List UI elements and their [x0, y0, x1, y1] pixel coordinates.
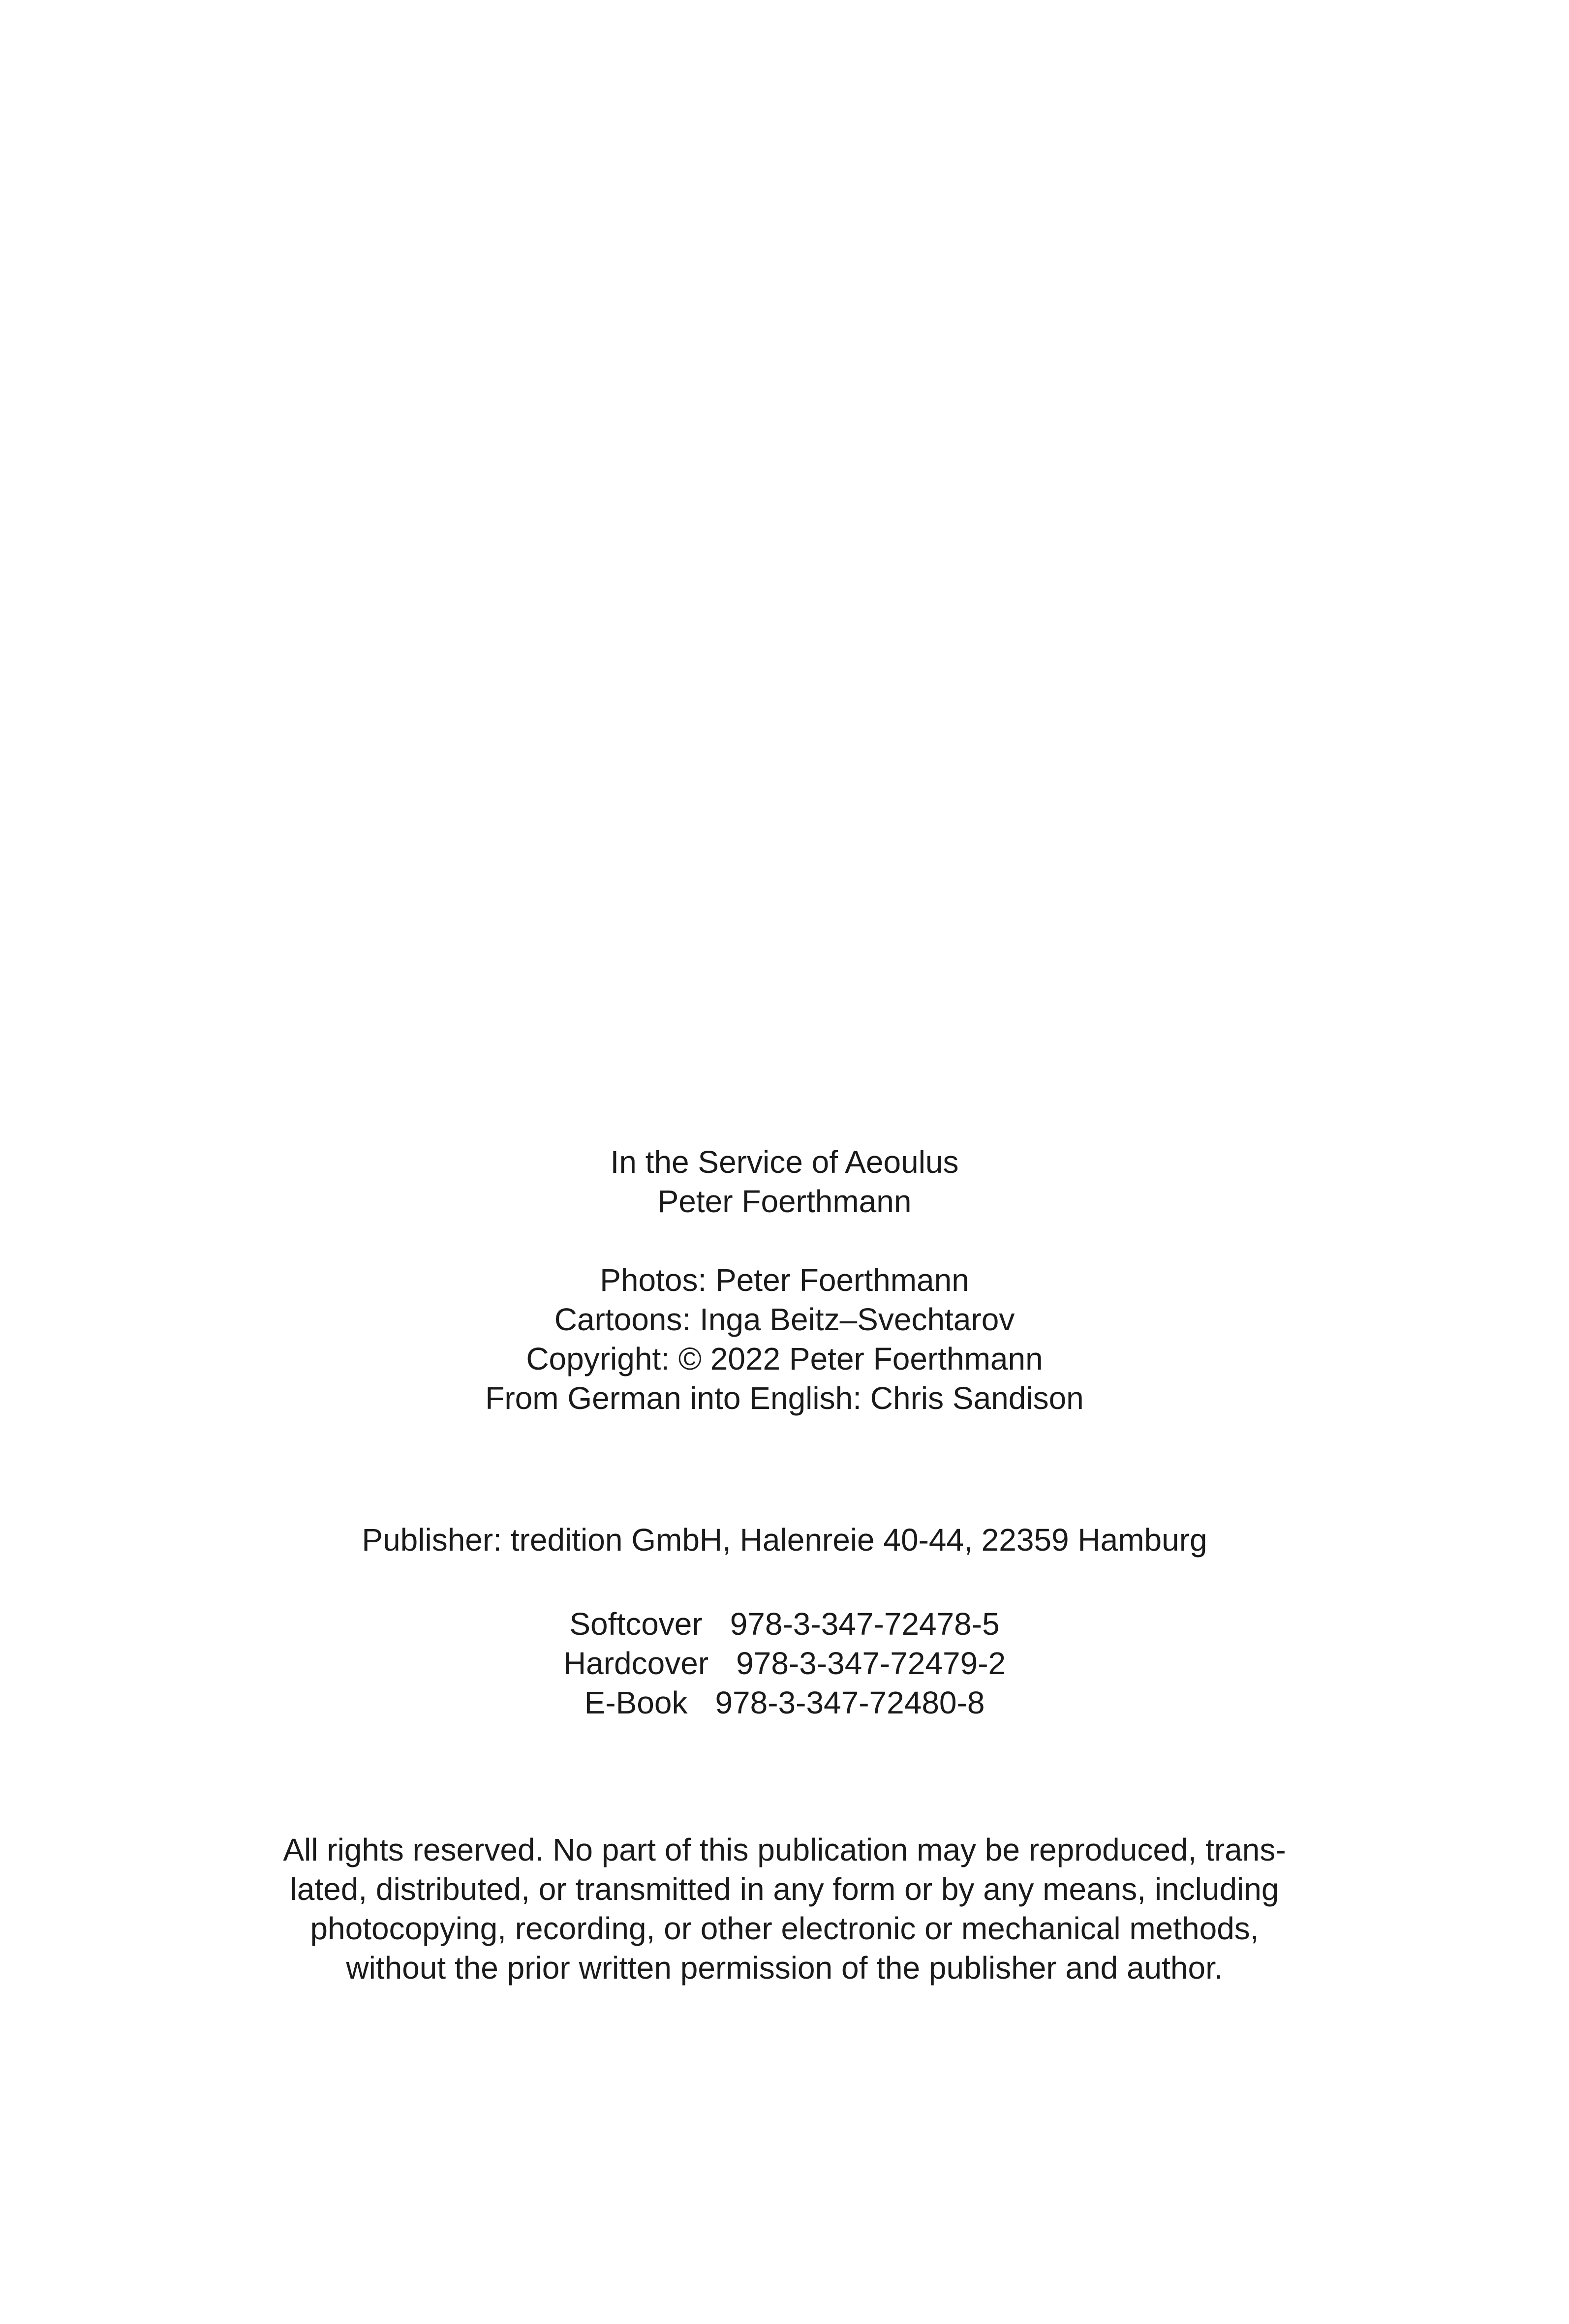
book-title: In the Service of Aeoulus: [610, 1144, 959, 1180]
isbn-format: E-Book: [584, 1685, 688, 1720]
isbn-row-ebook: [0, 1683, 1569, 1722]
copyright-notice: Copyright: © 2022 Peter Foerthmann: [526, 1341, 1043, 1376]
rights-line: All rights reserved. No part of this publication may be reproduced, trans-: [283, 1832, 1286, 1867]
rights-line: lated, distributed, or transmitted in any form or by any means, including: [290, 1871, 1279, 1907]
isbn-row-softcover: [0, 1604, 1569, 1644]
publisher-block: [0, 1520, 1569, 1560]
isbn-number: 978-3-347-72480-8: [715, 1685, 985, 1720]
photos-credit: Photos: Peter Foerthmann: [600, 1262, 969, 1298]
translation-credit: From German into English: Chris Sandison: [485, 1380, 1084, 1416]
isbn-number: 978-3-347-72478-5: [730, 1606, 1000, 1642]
cartoons-credit: Cartoons: Inga Beitz–Svechtarov: [554, 1302, 1015, 1337]
title-block: [0, 1142, 1569, 1221]
isbn-format: Hardcover: [563, 1646, 709, 1681]
isbn-number: 978-3-347-72479-2: [736, 1646, 1006, 1681]
rights-notice: [0, 1830, 1569, 1988]
publisher-line: Publisher: tredition GmbH, Halenreie 40-44, 22359 Hamburg: [362, 1522, 1207, 1558]
author-name: Peter Foerthmann: [657, 1184, 912, 1219]
rights-line: photocopying, recording, or other electronic or mechanical methods,: [310, 1911, 1259, 1946]
isbn-row-hardcover: [0, 1644, 1569, 1683]
rights-line: without the prior written permission of the publisher and author.: [346, 1950, 1223, 1986]
credits-block: [0, 1260, 1569, 1418]
isbn-list: [0, 1604, 1569, 1722]
isbn-format: Softcover: [569, 1606, 703, 1642]
